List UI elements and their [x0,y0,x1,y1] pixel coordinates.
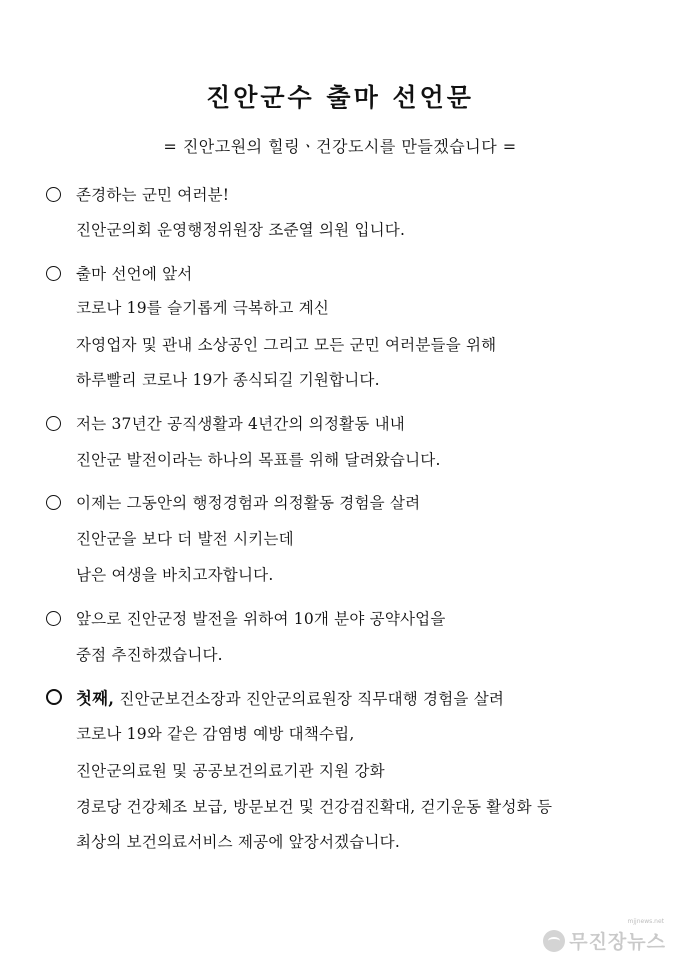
paragraph-line: 코로나 19를 슬기롭게 극복하고 계신 [76,299,330,317]
paragraph-line: 진안군의회 운영행정위원장 조준열 의원 입니다. [76,221,406,239]
circle-bullet-icon [46,689,62,705]
paragraph-line: 앞으로 진안군정 발전을 위하여 10개 분야 공약사업을 [76,610,446,628]
paragraph-line: 진안군 발전이라는 하나의 목표를 위해 달려왔습니다. [76,451,441,469]
news-logo-icon [543,930,565,952]
circle-bullet-icon [46,187,61,202]
paragraph-line: 저는 37년간 공직생활과 4년간의 의정활동 내내 [76,415,405,433]
paragraph-line: 남은 여생을 바치고자합니다. [76,566,274,584]
paragraph-line: 중점 추진하겠습니다. [76,646,223,664]
paragraph-line: 존경하는 군민 여러분! [76,186,230,204]
page-subtitle: = 진안고원의 힐링ㆍ건강도시를 만들겠습니다 = [163,137,517,156]
circle-bullet-icon [46,416,61,431]
watermark-url: mjjnews.net [627,918,664,925]
paragraph-line: 최상의 보건의료서비스 제공에 앞장서겠습니다. [76,833,400,851]
paragraph-line: 코로나 19와 같은 감염병 예방 대책수립, [76,725,355,743]
paragraph-line: 자영업자 및 관내 소상공인 그리고 모든 군민 여러분들을 위해 [76,336,497,354]
paragraph-line: 이제는 그동안의 행정경험과 의정활동 경험을 살려 [76,494,421,512]
paragraph-line: 출마 선언에 앞서 [76,265,193,283]
paragraph-line-text: 진안군보건소장과 진안군의료원장 직무대행 경험을 살려 [119,690,505,708]
circle-bullet-icon [46,611,61,626]
paragraph-line: 진안군의료원 및 공공보건의료기관 지원 강화 [76,762,385,780]
page-title: 진안군수 출마 선언문 [206,83,474,112]
paragraph-line [76,685,504,709]
watermark-text [569,918,666,954]
circle-bullet-icon [46,266,61,281]
circle-bullet-icon [46,495,61,510]
watermark-brand: 무진장뉴스 [569,931,666,953]
lead-word: 첫째, [76,689,115,708]
paragraph-line: 경로당 건강체조 보급, 방문보건 및 건강검진확대, 걷기운동 활성화 등 [76,798,553,816]
paragraph-line: 하루빨리 코로나 19가 종식되길 기원합니다. [76,371,380,389]
watermark [543,918,666,954]
paragraph-line: 진안군을 보다 더 발전 시키는데 [76,530,294,548]
